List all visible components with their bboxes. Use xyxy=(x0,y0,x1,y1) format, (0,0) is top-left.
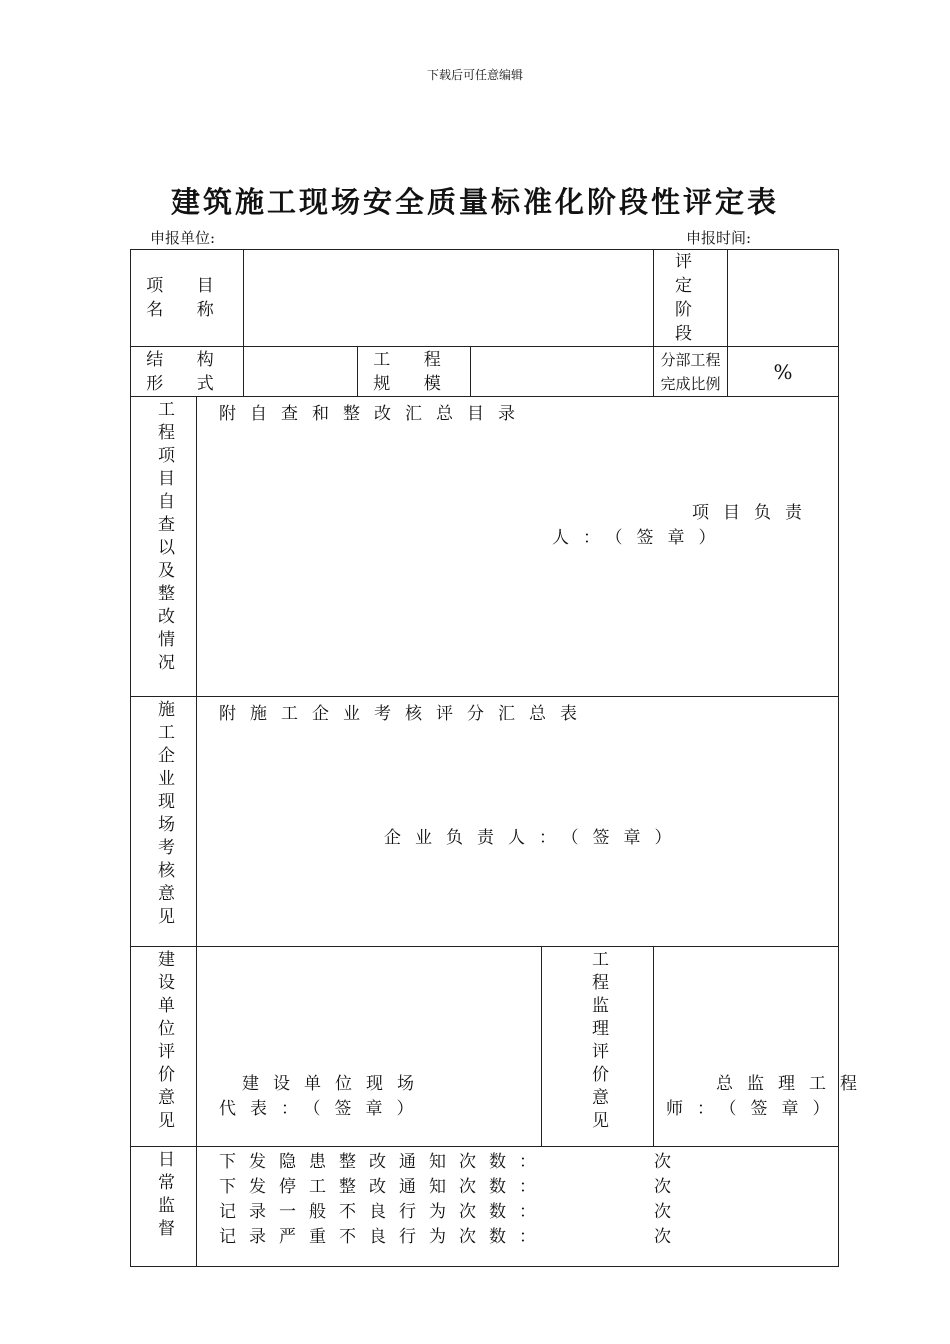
header-note: 下载后可任意编辑 xyxy=(426,68,523,82)
daily-label: 日常监督 xyxy=(131,1147,197,1267)
scale-label: 工 程 规 模 xyxy=(358,347,471,397)
owner-sign-line1: 建设单位现场 xyxy=(242,1074,428,1094)
apply-time-label: 申报时间: xyxy=(686,229,752,247)
self-check-content[interactable] xyxy=(197,397,839,697)
supervision-content[interactable] xyxy=(654,947,871,1147)
evaluation-form-table xyxy=(130,249,871,1267)
supervision-sign-line2: 师：（签章） xyxy=(666,1099,844,1119)
daily-line: 下发隐患整改通知次数： 次 xyxy=(219,1152,684,1172)
percent-sign: % xyxy=(773,359,793,384)
ratio-value[interactable] xyxy=(728,347,839,397)
row-owner-supervision xyxy=(131,947,839,1147)
structure-label: 结 构 形 式 xyxy=(131,347,244,397)
ratio-label: 分部工程 完成比例 xyxy=(654,347,728,397)
stage-value[interactable] xyxy=(728,250,839,347)
row-structure xyxy=(131,347,839,397)
page-title: 建筑施工现场安全质量标准化阶段性评定表 xyxy=(170,185,779,219)
self-check-label: 工程项目自查以及整改情况 xyxy=(131,397,197,697)
daily-line: 记录一般不良行为次数： 次 xyxy=(219,1202,684,1222)
owner-label: 建设单位评价意见 xyxy=(131,947,197,1147)
applicant-label: 申报单位: xyxy=(150,229,216,247)
row-project xyxy=(131,250,839,347)
owner-sign-line2: 代表：（签章） xyxy=(219,1099,428,1119)
project-name-label: 项 目 名 称 xyxy=(131,250,244,347)
self-check-attach-note: 附自查和整改汇总目录 xyxy=(219,404,529,424)
row-daily xyxy=(131,1147,839,1267)
enterprise-label: 施工企业现场考核意见 xyxy=(131,697,197,947)
enterprise-content[interactable] xyxy=(197,697,839,947)
daily-line: 记录严重不良行为次数： 次 xyxy=(219,1227,684,1247)
enterprise-sign: 企业负责人：（签章） xyxy=(384,828,686,848)
self-check-sign-line2: 人：（签章） xyxy=(552,528,730,548)
structure-value[interactable] xyxy=(244,347,358,397)
row-enterprise xyxy=(131,697,839,947)
supervision-label: 工程监理评价意见 xyxy=(542,947,654,1147)
supervision-sign-line1: 总监理工程 xyxy=(716,1074,871,1094)
daily-content xyxy=(197,1147,839,1267)
enterprise-attach-note: 附施工企业考核评分汇总表 xyxy=(219,704,591,724)
owner-content[interactable] xyxy=(197,947,542,1147)
stage-label: 评 定 阶 段 xyxy=(654,250,728,347)
daily-line: 下发停工整改通知次数： 次 xyxy=(219,1177,684,1197)
project-name-value[interactable] xyxy=(244,250,654,347)
scale-value[interactable] xyxy=(471,347,654,397)
row-self-check xyxy=(131,397,839,697)
self-check-sign-line1: 项目负责 xyxy=(692,503,816,523)
